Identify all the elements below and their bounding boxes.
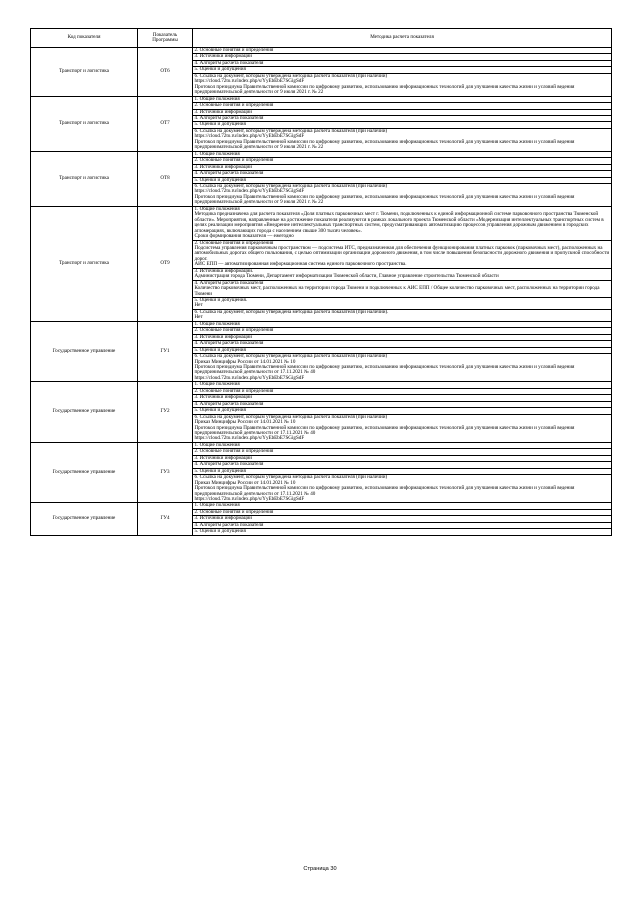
method-cell: 3. Источники информации xyxy=(193,334,612,340)
category-cell: Государственное управление xyxy=(31,321,138,382)
header-method: Методика расчета показателя xyxy=(193,29,612,48)
indicator-code-cell: ГУ3 xyxy=(138,442,193,503)
method-cell: 5. Оценки и допущения xyxy=(193,347,612,353)
method-cell: 2. Основные понятия и определения xyxy=(193,509,612,515)
category-cell: Транспорт и логистика xyxy=(31,206,138,321)
method-cell: 2. Основные понятия и определения xyxy=(193,388,612,394)
table-row xyxy=(31,206,612,240)
method-cell: 1. Общие положения Методика предназначена для расчета показателя «Доля платных парковочных мест г. Тюмени, подключенных к единой информационной системе парковочного пространства Тюменской области». Мероприятия, направленные на достижение показателя реализуются в рамках локального проекта Тюменской области «Модернизация интеллектуальных транспортных систем в целях реализации мероприятия «Внедрение интеллектуальных транспортных систем, предусматривающих автоматизацию процессов управления дорожным движением в городских агломерациях, включающих города с населением свыше 300 тысяч человек». Сроки формирования показателя — ежегодно xyxy=(193,206,612,240)
indicator-code-cell: ГУ1 xyxy=(138,321,193,382)
method-cell: 2. Основные понятия и определения xyxy=(193,328,612,334)
method-cell: 4. Алгоритм расчета показателя xyxy=(193,171,612,177)
method-cell: 3. Источники информации xyxy=(193,164,612,170)
method-cell: 6. Ссылка на документ, которым утверждена методика расчёта показателя (при наличии) https://cloud.72to.ru/index.php/s/YyEbEbE7SGigSdF Протокол президиума Правительственной комиссии по цифровому развитию, использованию информационных технологий для улучшения качества жизни и условий ведения предпринимательской деятельности от 9 июля 2021 г. № 22 xyxy=(193,73,612,96)
category-cell: Государственное управление xyxy=(31,442,138,503)
page-number: Страница 30 xyxy=(303,866,337,872)
method-cell: 4. Алгоритм расчета показателя xyxy=(193,341,612,347)
header-code: Код показателя xyxy=(31,29,138,48)
method-cell: 4. Алгоритм расчета показателя xyxy=(193,401,612,407)
category-cell: Государственное управление xyxy=(31,503,138,535)
method-cell: 6. Ссылка на документ, которым утверждена методика расчёта показателя (при наличии) https://cloud.72to.ru/index.php/s/YyEbEbE7SGigSdF Протокол президиума Правительственной комиссии по цифровому развитию, использованию информационных технологий для улучшения качества жизни и условий ведения предпринимательской деятельности от 9 июля 2021 г. № 22 xyxy=(193,183,612,206)
indicators-table xyxy=(30,28,612,536)
method-cell: 2. Основные понятия и определения xyxy=(193,158,612,164)
method-cell: 3. Источники информации xyxy=(193,54,612,60)
method-cell: 1. Общие положения xyxy=(193,442,612,448)
indicator-code-cell: ОТ6 xyxy=(138,48,193,97)
category-cell: Государственное управление xyxy=(31,382,138,443)
method-cell: 4. Алгоритм расчета показателя xyxy=(193,522,612,528)
category-cell: Транспорт и логистика xyxy=(31,151,138,206)
method-cell: 6. Ссылка на документ, которым утверждена методика расчёта показателя (при наличии) Приказ Минцифры России от 14.01.2021 № 10 Протокол президиума Правительственной комиссии по цифровому развитию, использованию информационных технологий для улучшения качества жизни и условий ведения предпринимательской деятельности от 17.11.2021 № 40 https://cloud.72to.ru/index.php/s/YyEbEbE7SGigSdF xyxy=(193,414,612,442)
method-cell: 1. Общие положения xyxy=(193,151,612,157)
method-cell: 3. Источники информации xyxy=(193,516,612,522)
method-cell: 5. Оценки и допущения xyxy=(193,67,612,73)
method-cell: 3. Источники информации xyxy=(193,395,612,401)
method-cell: 4. Алгоритм расчета показателя xyxy=(193,462,612,468)
method-cell: 4. Алгоритм расчета показателя xyxy=(193,60,612,66)
method-cell: 3. Источники информации. Администрация города Тюмени, Департамент информатизации Тюменской области, Главное управление строительства Тюменской области xyxy=(193,268,612,280)
method-cell: 4. Алгоритм расчета показателя Количество парковочных мест, расположенных на территории города Тюмени и подключенных к АИС ЕПП / Общее количество парковочных мест, расположенных на территории города Тюмени xyxy=(193,280,612,297)
method-cell: 4. Алгоритм расчета показателя xyxy=(193,115,612,121)
method-cell: 5. Оценки и допущения xyxy=(193,122,612,128)
method-cell: 2. Основные понятия и определения Подсистема управления парковочным пространством — подсистема ИТС, предназначенная для обеспечения функционирования платных парковок (парковочных мест), расположенных на автомобильных дорогах общего пользования, с целью оптимизации организации дорожного движения, в том числе повышения безопасности дорожного движения и пропускной способности дорог. АИС ЕПП — автоматизированная информационная система единого парковочного пространства. xyxy=(193,240,612,268)
method-cell: 6. Ссылка на документ, которым утверждена методика расчёта показателя (при наличии) Приказ Минцифры России от 14.01.2021 № 10 Протокол президиума Правительственной комиссии по цифровому развитию, использованию информационных технологий для улучшения качества жизни и условий ведения предпринимательской деятельности от 17.11.2021 № 40 https://cloud.72to.ru/index.php/s/YyEbEbE7SGigSdF xyxy=(193,475,612,503)
method-cell: 2. Основные понятия и определения xyxy=(193,449,612,455)
method-cell: 5. Оценки и допущения xyxy=(193,468,612,474)
method-cell: 5. Оценки и допущения xyxy=(193,529,612,535)
method-cell: 1. Общие положения xyxy=(193,321,612,327)
method-cell: 1. Общие положения xyxy=(193,382,612,388)
method-cell: 5. Оценки и допущения. Нет xyxy=(193,298,612,310)
method-cell: 6. Ссылка на документ, которым утверждена методика расчёта показателя (при наличии) Приказ Минцифры России от 14.01.2021 № 10 Протокол президиума Правительственной комиссии по цифровому развитию, использованию информационных технологий для улучшения качества жизни и условий ведения предпринимательской деятельности от 17.11.2021 № 40 https://cloud.72to.ru/index.php/s/YyEbEbE7SGigSdF xyxy=(193,354,612,382)
indicator-code-cell: ОТ9 xyxy=(138,206,193,321)
table-body xyxy=(31,48,612,536)
method-cell: 2. Основные понятия и определения xyxy=(193,48,612,54)
indicator-code-cell: ГУ4 xyxy=(138,503,193,535)
table-header-row xyxy=(31,29,612,48)
indicator-code-cell: ОТ7 xyxy=(138,96,193,151)
method-cell: 5. Оценки и допущения xyxy=(193,177,612,183)
category-cell: Транспорт и логистика xyxy=(31,48,138,97)
method-cell: 6. Ссылка на документ, которым утверждена методика расчёта показателя (при наличии). Нет xyxy=(193,309,612,321)
method-cell: 6. Ссылка на документ, которым утверждена методика расчёта показателя (при наличии) https://cloud.72to.ru/index.php/s/YyEbEbE7SGigSdF Протокол президиума Правительственной комиссии по цифровому развитию, использованию информационных технологий для улучшения качества жизни и условий ведения предпринимательской деятельности от 9 июля 2021 г. № 22 xyxy=(193,128,612,151)
document-page xyxy=(30,28,612,850)
indicator-code-cell: ОТ8 xyxy=(138,151,193,206)
method-cell: 3. Источники информации xyxy=(193,109,612,115)
category-cell: Транспорт и логистика xyxy=(31,96,138,151)
method-cell: 2. Основные понятия и определения xyxy=(193,103,612,109)
method-cell: 5. Оценки и допущения xyxy=(193,408,612,414)
indicator-code-cell: ГУ2 xyxy=(138,382,193,443)
method-cell: 3. Источники информации xyxy=(193,455,612,461)
header-indicator: Показатель Программы xyxy=(138,29,193,48)
method-cell: 1. Общие положения xyxy=(193,503,612,509)
method-cell: 1. Общие положения xyxy=(193,96,612,102)
